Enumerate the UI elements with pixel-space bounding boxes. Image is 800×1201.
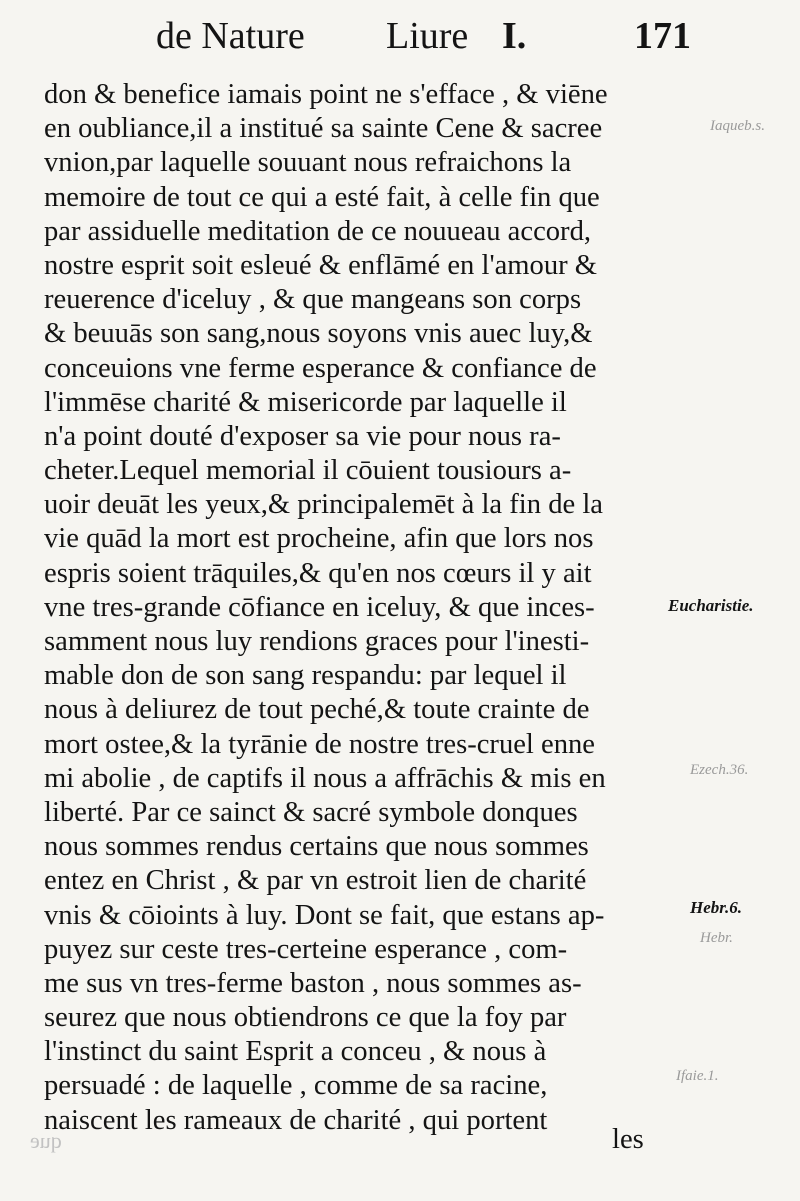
text-line: vne tres-grande cōfiance en iceluy, & que inces- [44, 591, 595, 623]
text-line: en oubliance,il a institué sa sainte Cene & sacree [44, 113, 603, 145]
text-line: & beuuās son sang,nous soyons vnis auec luy,& [44, 318, 593, 350]
text-line: me sus vn tres-ferme baston , nous sommes as- [44, 967, 582, 999]
text-line: don & benefice iamais point ne s'efface , & viēne [44, 79, 608, 110]
text-line: vnis & cōioints à luy. Dont se fait, que estans ap- [44, 899, 605, 931]
text-line: liberté. Par ce sainct & sacré symbole donques [44, 796, 578, 828]
text-line: naiscent les rameaux de charité , qui portent [44, 1104, 548, 1136]
text-line: par assiduelle meditation de ce nouueau accord, [44, 215, 592, 247]
text-line: espris soient trāquiles,& qu'en nos cœurs il y ait [44, 557, 592, 589]
text-line: reuerence d'iceluy , & que mangeans son corps [44, 284, 582, 316]
show-through-note: Ifaie.1. [676, 1068, 719, 1084]
text-line: seurez que nous obtiendrons ce que la foy par [44, 1002, 567, 1034]
text-line: mi abolie , de captifs il nous a affrāchis & mis en [44, 762, 606, 794]
text-line: l'instinct du saint Esprit a conceu , & nous à [44, 1036, 547, 1068]
text-line: l'immēse charité & misericorde par laquelle il [44, 386, 567, 418]
text-line: nostre esprit soit esleué & enflāmé en l'amour & [44, 249, 598, 281]
text-line: vnion,par laquelle souuant nous refraichons la [44, 147, 572, 179]
header-book-number: I. [502, 15, 527, 57]
catchword: les [612, 1124, 644, 1155]
show-through-text: que [30, 1128, 62, 1153]
header-book-label: Liure [386, 15, 469, 57]
text-line: entez en Christ , & par vn estroit lien de charité [44, 865, 587, 897]
text-line: samment nous luy rendions graces pour l'inesti- [44, 626, 590, 657]
header-title: de Nature [156, 15, 305, 57]
text-line: mort ostee,& la tyrānie de nostre tres-cruel enne [44, 728, 596, 760]
show-through-note: Ezech.36. [690, 762, 749, 778]
text-line: puyez sur ceste tres-certeine esperance , com- [44, 933, 568, 965]
text-line: uoir deuāt les yeux,& principalemēt à la fin de la [44, 489, 603, 521]
text-line: nous à deliurez de tout peché,& toute crainte de [44, 694, 590, 726]
show-through-note: Hebr. [700, 930, 733, 946]
text-line: cheter.Lequel memorial il cōuient tousiours a- [44, 455, 572, 487]
running-header [150, 10, 710, 62]
text-line: nous sommes rendus certains que nous sommes [44, 831, 589, 863]
text-line: vie quād la mort est procheine, afin que lors nos [44, 523, 594, 555]
margin-note-eucharistie: Eucharistie. [668, 596, 754, 615]
text-line: memoire de tout ce qui a esté fait, à celle fin que [44, 181, 600, 213]
body-text [44, 78, 656, 1138]
text-line: conceuions vne ferme esperance & confiance de [44, 352, 597, 384]
text-line: persuadé : de laquelle , comme de sa racine, [44, 1070, 548, 1102]
text-line: n'a point douté d'exposer sa vie pour nous ra- [44, 420, 561, 452]
show-through-note: Iaqueb.s. [710, 118, 765, 134]
page-number: 171 [634, 15, 691, 57]
margin-note-hebr: Hebr.6. [690, 898, 742, 917]
text-line: mable don de son sang respandu: par lequel il [44, 660, 567, 692]
